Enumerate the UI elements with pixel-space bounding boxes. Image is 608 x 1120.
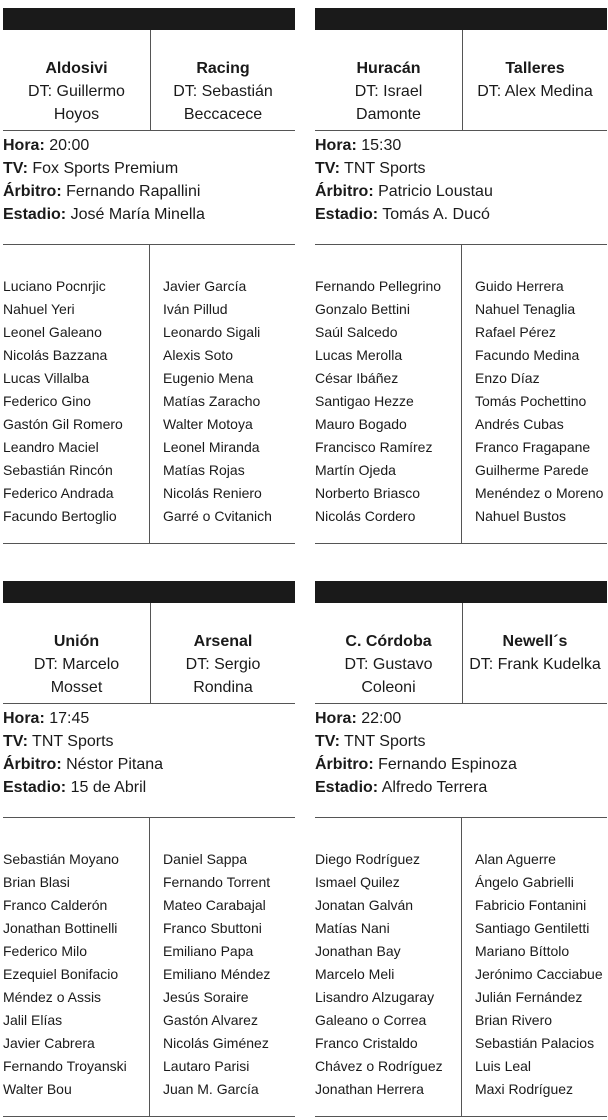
home-team-name: Unión bbox=[53, 633, 100, 650]
away-team-name: Talleres bbox=[505, 60, 565, 77]
player-name: Ángelo Gabrielli bbox=[475, 874, 574, 890]
player-name: Nicolás Reniero bbox=[163, 485, 262, 501]
player-name: Tomás Pochettino bbox=[475, 393, 587, 409]
player-name: Marcelo Meli bbox=[315, 966, 395, 982]
player-name: Jonatan Galván bbox=[315, 897, 414, 913]
estadio-label: Estadio: bbox=[3, 206, 67, 223]
teams-row bbox=[315, 30, 607, 131]
home-lineup bbox=[315, 245, 462, 543]
player-name: Luciano Pocnrjic bbox=[3, 278, 106, 294]
player-name: Nicolás Cordero bbox=[315, 508, 416, 524]
player-name: Facundo Bertoglio bbox=[3, 508, 117, 524]
player-name: Daniel Sappa bbox=[163, 851, 248, 867]
home-team bbox=[315, 30, 463, 130]
arbitro-label: Árbitro: bbox=[315, 756, 374, 773]
arbitro-label: Árbitro: bbox=[3, 183, 62, 200]
tv-label: TV: bbox=[3, 160, 28, 177]
player-name: Lisandro Alzugaray bbox=[315, 989, 435, 1005]
player-name: Franco Calderón bbox=[3, 897, 108, 913]
estadio-label: Estadio: bbox=[315, 206, 379, 223]
player-name: Matías Zaracho bbox=[163, 393, 261, 409]
tv-value: TNT Sports bbox=[344, 160, 426, 177]
header-bar bbox=[315, 581, 607, 603]
estadio-value: Tomás A. Ducó bbox=[382, 206, 490, 223]
tv-label: TV: bbox=[315, 160, 340, 177]
player-name: Martín Ojeda bbox=[315, 462, 396, 478]
player-name: Jalil Elías bbox=[3, 1012, 63, 1028]
hora-value: 17:45 bbox=[49, 710, 90, 727]
player-name: Eugenio Mena bbox=[163, 370, 254, 386]
away-team bbox=[463, 30, 607, 130]
player-name: Brian Rivero bbox=[475, 1012, 553, 1028]
player-name: Federico Andrada bbox=[3, 485, 114, 501]
player-name: Lucas Villalba bbox=[3, 370, 90, 386]
away-team-name: Newell´s bbox=[502, 633, 568, 650]
player-name: Brian Blasi bbox=[3, 874, 70, 890]
lineups bbox=[3, 818, 295, 1116]
match-info bbox=[3, 134, 295, 226]
player-name: Jonathan Bottinelli bbox=[3, 920, 118, 936]
player-name: Jerónimo Cacciabue bbox=[475, 966, 603, 982]
header-bar bbox=[3, 581, 295, 603]
home-team bbox=[315, 603, 463, 703]
player-name: Gastón Alvarez bbox=[163, 1012, 258, 1028]
away-team-name: Racing bbox=[196, 60, 250, 77]
lineups bbox=[315, 245, 607, 543]
player-name: Julián Fernández bbox=[475, 989, 583, 1005]
home-team bbox=[3, 30, 151, 130]
estadio-value: Alfredo Terrera bbox=[381, 779, 488, 796]
home-team-coach: DT: Marcelo Mosset bbox=[33, 656, 120, 696]
player-name: Emiliano Papa bbox=[163, 943, 254, 959]
player-name: Gastón Gil Romero bbox=[3, 416, 123, 432]
player-name: Mauro Bogado bbox=[315, 416, 407, 432]
home-team-coach: DT: Israel Damonte bbox=[354, 83, 423, 123]
player-name: Mateo Carabajal bbox=[163, 897, 266, 913]
player-name: Walter Bou bbox=[3, 1081, 72, 1097]
estadio-label: Estadio: bbox=[315, 779, 379, 796]
away-team-coach: DT: Sebastián Beccacece bbox=[173, 83, 273, 123]
hora-label: Hora: bbox=[315, 710, 357, 727]
away-lineup bbox=[475, 818, 607, 1116]
player-name: Juan M. García bbox=[163, 1081, 259, 1097]
match-card-2 bbox=[315, 8, 607, 536]
player-name: Méndez o Assis bbox=[3, 989, 102, 1005]
estadio-value: 15 de Abril bbox=[70, 779, 147, 796]
home-team-coach: DT: Guillermo Hoyos bbox=[28, 83, 125, 123]
player-name: Santigao Hezze bbox=[315, 393, 414, 409]
tv-value: TNT Sports bbox=[32, 733, 114, 750]
player-name: Federico Gino bbox=[3, 393, 91, 409]
home-team-name: Huracán bbox=[356, 60, 421, 77]
away-lineup bbox=[163, 245, 295, 543]
divider bbox=[3, 543, 295, 544]
player-name: Nahuel Yeri bbox=[3, 301, 75, 317]
player-name: Franco Cristaldo bbox=[315, 1035, 418, 1051]
away-team-coach: DT: Alex Medina bbox=[477, 83, 593, 100]
player-name: Walter Motoya bbox=[163, 416, 253, 432]
match-info bbox=[315, 134, 607, 226]
home-team-name: Aldosivi bbox=[45, 60, 108, 77]
divider bbox=[315, 543, 607, 544]
player-name: César Ibáñez bbox=[315, 370, 399, 386]
away-team-coach: DT: Sergio Rondina bbox=[185, 656, 261, 696]
player-name: Leonel Miranda bbox=[163, 439, 260, 455]
player-name: Ismael Quilez bbox=[315, 874, 400, 890]
player-name: Franco Fragapane bbox=[475, 439, 591, 455]
arbitro-label: Árbitro: bbox=[315, 183, 374, 200]
hora-label: Hora: bbox=[315, 137, 357, 154]
player-name: Franco Sbuttoni bbox=[163, 920, 262, 936]
match-info bbox=[3, 707, 295, 799]
away-team bbox=[151, 603, 295, 703]
lineups bbox=[315, 818, 607, 1116]
home-lineup bbox=[3, 245, 150, 543]
player-name: Rafael Pérez bbox=[475, 324, 556, 340]
player-name: Enzo Díaz bbox=[475, 370, 540, 386]
player-name: Chávez o Rodríguez bbox=[315, 1058, 443, 1074]
header-bar bbox=[315, 8, 607, 30]
home-lineup bbox=[315, 818, 462, 1116]
player-name: Matías Nani bbox=[315, 920, 390, 936]
hora-value: 22:00 bbox=[361, 710, 402, 727]
estadio-value: José María Minella bbox=[70, 206, 205, 223]
player-name: Fernando Torrent bbox=[163, 874, 271, 890]
player-name: Lucas Merolla bbox=[315, 347, 403, 363]
player-name: Javier García bbox=[163, 278, 247, 294]
hora-label: Hora: bbox=[3, 137, 45, 154]
tv-label: TV: bbox=[3, 733, 28, 750]
player-name: Leandro Maciel bbox=[3, 439, 99, 455]
away-lineup bbox=[475, 245, 607, 543]
player-name: Francisco Ramírez bbox=[315, 439, 433, 455]
player-name: Nicolás Bazzana bbox=[3, 347, 108, 363]
player-name: Santiago Gentiletti bbox=[475, 920, 590, 936]
player-name: Diego Rodríguez bbox=[315, 851, 421, 867]
player-name: Federico Milo bbox=[3, 943, 88, 959]
match-card-1 bbox=[3, 8, 295, 536]
player-name: Leonel Galeano bbox=[3, 324, 102, 340]
player-name: Andrés Cubas bbox=[475, 416, 564, 432]
player-name: Maxi Rodríguez bbox=[475, 1081, 574, 1097]
player-name: Garré o Cvitanich bbox=[163, 508, 272, 524]
arbitro-value: Fernando Rapallini bbox=[66, 183, 201, 200]
player-name: Iván Pillud bbox=[163, 301, 228, 317]
player-name: Ezequiel Bonifacio bbox=[3, 966, 119, 982]
tv-value: TNT Sports bbox=[344, 733, 426, 750]
home-lineup bbox=[3, 818, 150, 1116]
home-team-coach: DT: Gustavo Coleoni bbox=[344, 656, 433, 696]
player-name: Sebastián Rincón bbox=[3, 462, 113, 478]
match-info bbox=[315, 707, 607, 799]
hora-value: 20:00 bbox=[49, 137, 90, 154]
player-name: Guilherme Parede bbox=[475, 462, 589, 478]
player-name: Nahuel Bustos bbox=[475, 508, 567, 524]
teams-row bbox=[3, 30, 295, 131]
player-name: Norberto Briasco bbox=[315, 485, 421, 501]
away-team bbox=[151, 30, 295, 130]
player-name: Menéndez o Moreno bbox=[475, 485, 604, 501]
player-name: Nahuel Tenaglia bbox=[475, 301, 576, 317]
player-name: Fernando Troyanski bbox=[3, 1058, 127, 1074]
arbitro-value: Fernando Espinoza bbox=[378, 756, 517, 773]
divider bbox=[315, 1116, 607, 1117]
away-team bbox=[463, 603, 607, 703]
arbitro-value: Patricio Loustau bbox=[378, 183, 493, 200]
arbitro-label: Árbitro: bbox=[3, 756, 62, 773]
tv-label: TV: bbox=[315, 733, 340, 750]
player-name: Luis Leal bbox=[475, 1058, 532, 1074]
player-name: Matías Rojas bbox=[163, 462, 245, 478]
away-lineup bbox=[163, 818, 295, 1116]
tv-value: Fox Sports Premium bbox=[32, 160, 179, 177]
player-name: Jesús Soraire bbox=[163, 989, 249, 1005]
home-team-name: C. Córdoba bbox=[345, 633, 432, 650]
divider bbox=[3, 1116, 295, 1117]
teams-row bbox=[3, 603, 295, 704]
away-team-coach: DT: Frank Kudelka bbox=[469, 656, 601, 673]
header-bar bbox=[3, 8, 295, 30]
player-name: Fabricio Fontanini bbox=[475, 897, 587, 913]
player-name: Emiliano Méndez bbox=[163, 966, 271, 982]
away-team-name: Arsenal bbox=[193, 633, 253, 650]
match-card-3 bbox=[3, 581, 295, 1109]
player-name: Sebastián Moyano bbox=[3, 851, 119, 867]
estadio-label: Estadio: bbox=[3, 779, 67, 796]
lineups bbox=[3, 245, 295, 543]
player-name: Nicolás Giménez bbox=[163, 1035, 269, 1051]
player-name: Gonzalo Bettini bbox=[315, 301, 410, 317]
player-name: Javier Cabrera bbox=[3, 1035, 95, 1051]
player-name: Sebastián Palacios bbox=[475, 1035, 595, 1051]
home-team bbox=[3, 603, 151, 703]
match-card-4 bbox=[315, 581, 607, 1109]
player-name: Facundo Medina bbox=[475, 347, 580, 363]
player-name: Lautaro Parisi bbox=[163, 1058, 250, 1074]
player-name: Leonardo Sigali bbox=[163, 324, 261, 340]
player-name: Mariano Bíttolo bbox=[475, 943, 570, 959]
player-name: Guido Herrera bbox=[475, 278, 564, 294]
player-name: Galeano o Correa bbox=[315, 1012, 427, 1028]
player-name: Jonathan Herrera bbox=[315, 1081, 424, 1097]
arbitro-value: Néstor Pitana bbox=[66, 756, 164, 773]
player-name: Fernando Pellegrino bbox=[315, 278, 442, 294]
player-name: Jonathan Bay bbox=[315, 943, 401, 959]
hora-label: Hora: bbox=[3, 710, 45, 727]
player-name: Alan Aguerre bbox=[475, 851, 556, 867]
player-name: Saúl Salcedo bbox=[315, 324, 398, 340]
hora-value: 15:30 bbox=[361, 137, 402, 154]
teams-row bbox=[315, 603, 607, 704]
player-name: Alexis Soto bbox=[163, 347, 234, 363]
